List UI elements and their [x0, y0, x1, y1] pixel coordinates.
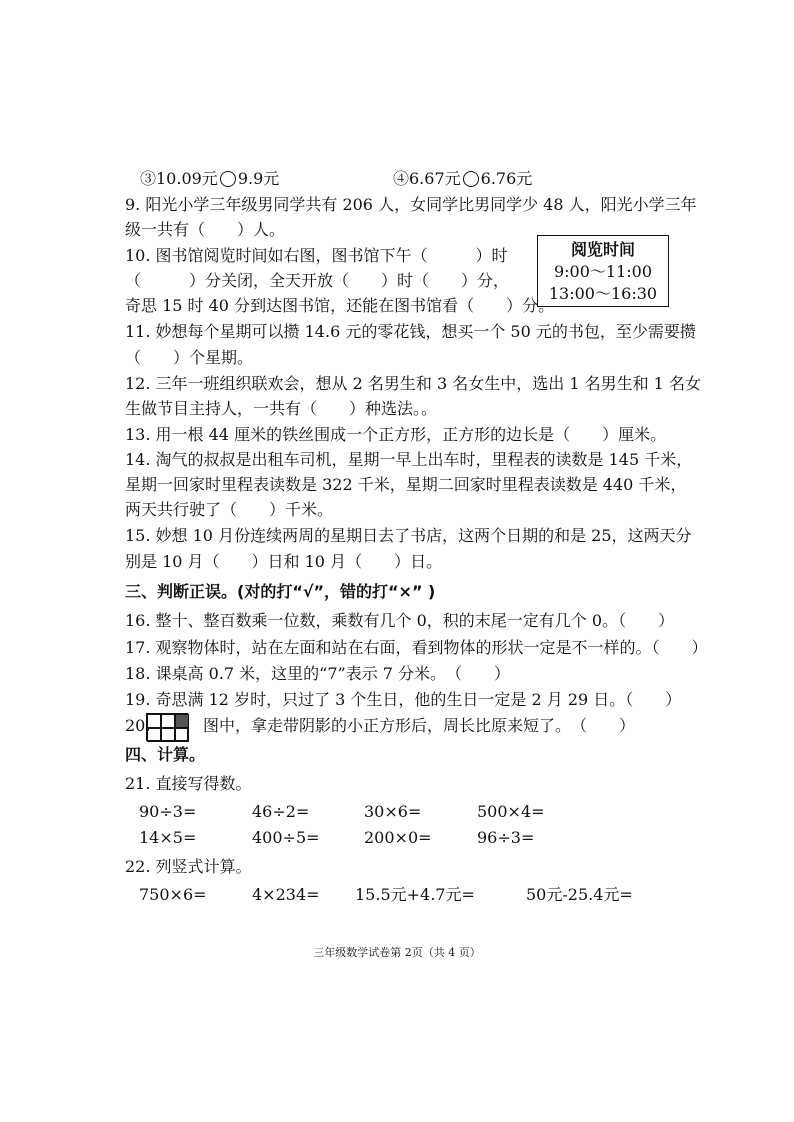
grid-cell-shaded	[175, 714, 189, 728]
q21-r1c2: 46÷2=	[252, 802, 310, 821]
q14-line3: 两天共行驶了（ ）千米。	[125, 500, 334, 519]
q8-item3	[140, 167, 279, 191]
reading-hours-box	[537, 235, 669, 307]
q8-item3-right: 9.9元	[237, 169, 280, 188]
q19-line1: 19. 奇思满 12 岁时，只过了 3 个生日，他的生日一定是 2 月 29 日。（ ）	[125, 690, 682, 709]
q12-line2: 生做节目主持人，一共有（ ）种选法。。	[125, 399, 438, 418]
q9-line2: 级一共有（ ）人。	[125, 220, 286, 239]
q22-item3: 15.5元+4.7元=	[355, 885, 475, 904]
compare-circle-icon[interactable]	[463, 171, 479, 187]
q21-r2c2: 400÷5=	[252, 828, 320, 847]
q20-text: 图中，拿走带阴影的小正方形后，周长比原来短了。 （ ）	[203, 716, 636, 735]
q8-item4-left: ④6.67元	[393, 169, 461, 188]
q13-line1: 13. 用一根 44 厘米的铁丝围成一个正方形，正方形的边长是（ ）厘米。	[125, 425, 667, 444]
page-footer: 三年级数学试卷第 2页（共 4 页）	[313, 946, 481, 959]
q14-line1: 14. 淘气的叔叔是出租车司机，星期一早上出车时，里程表的读数是 145 千米，	[125, 450, 693, 469]
q21-r2c1: 14×5=	[139, 828, 197, 847]
section4-title: 四、计算。	[125, 745, 206, 764]
q21-r1c1: 90÷3=	[139, 802, 197, 821]
q17-line1: 17. 观察物体时，站在左面和站在右面，看到物体的形状一定是不一样的。（ ）	[125, 638, 708, 657]
section3-title: 三、判断正误。(对的打“√”，错的打“×” )	[125, 582, 436, 601]
q14-line2: 星期一回家时里程表读数是 322 千米，星期二回家时里程表读数是 440 千米，	[125, 475, 687, 494]
q22-item1: 750×6=	[139, 885, 207, 904]
reading-hours-afternoon: 13:00～16:30	[548, 284, 658, 303]
q21-r1c3: 30×6=	[364, 802, 422, 821]
q20-number: 20.	[125, 716, 151, 735]
q11-line2: （ ）个星期。	[125, 348, 254, 367]
grid-cell	[175, 728, 189, 742]
reading-hours-title: 阅览时间	[570, 240, 635, 259]
q21-r2c3: 200×0=	[364, 828, 432, 847]
q11-line1: 11. 妙想每个星期可以攒 14.6 元的零花钱，想买一个 50 元的书包，至少需要攒	[125, 322, 696, 341]
q21-r1c4: 500×4=	[477, 802, 545, 821]
reading-hours-morning: 9:00～11:00	[553, 262, 653, 281]
q18-line1: 18. 课桌高 0.7 米，这里的“7”表示 7 分米。 （ ）	[125, 664, 511, 683]
q10-line3: 奇思 15 时 40 分到达图书馆，还能在图书馆看（ ）分。	[125, 296, 555, 315]
grid-cell	[161, 714, 175, 728]
q10-line1: 10. 图书馆阅览时间如右图，图书馆下午（ ）时	[125, 246, 508, 265]
grid-cell	[161, 728, 175, 742]
q15-line2: 别是 10 月（ ）日和 10 月（ ）日。	[125, 552, 443, 571]
compare-circle-icon[interactable]	[220, 171, 236, 187]
q8-item4-right: 6.76元	[480, 169, 533, 188]
q16-line1: 16. 整十、整百数乘一位数，乘数有几个 0，积的末尾一定有几个 0。（ ）	[125, 611, 675, 630]
q22-title: 22. 列竖式计算。	[125, 857, 252, 876]
grid-cell	[147, 714, 161, 728]
q22-item4: 50元-25.4元=	[526, 885, 633, 904]
q12-line1: 12. 三年一班组织联欢会，想从 2 名男生和 3 名女生中，选出 1 名男生和 1 名女	[125, 374, 701, 393]
q22-item2: 4×234=	[252, 885, 320, 904]
square-grid-figure	[146, 713, 188, 741]
q10-line2: （ ）分关闭，全天开放（ ）时（ ）分，	[125, 271, 510, 290]
q21-title: 21. 直接写得数。	[125, 774, 252, 793]
q8-item3-left: ③10.09元	[140, 169, 218, 188]
q21-r2c4: 96÷3=	[477, 828, 535, 847]
q9-line1: 9. 阳光小学三年级男同学共有 206 人，女同学比男同学少 48 人，阳光小学三年	[125, 195, 697, 214]
q8-item4	[393, 167, 532, 191]
grid-cell	[147, 728, 161, 742]
q15-line1: 15. 妙想 10 月份连续两周的星期日去了书店，这两个日期的和是 25，这两天分	[125, 526, 692, 545]
